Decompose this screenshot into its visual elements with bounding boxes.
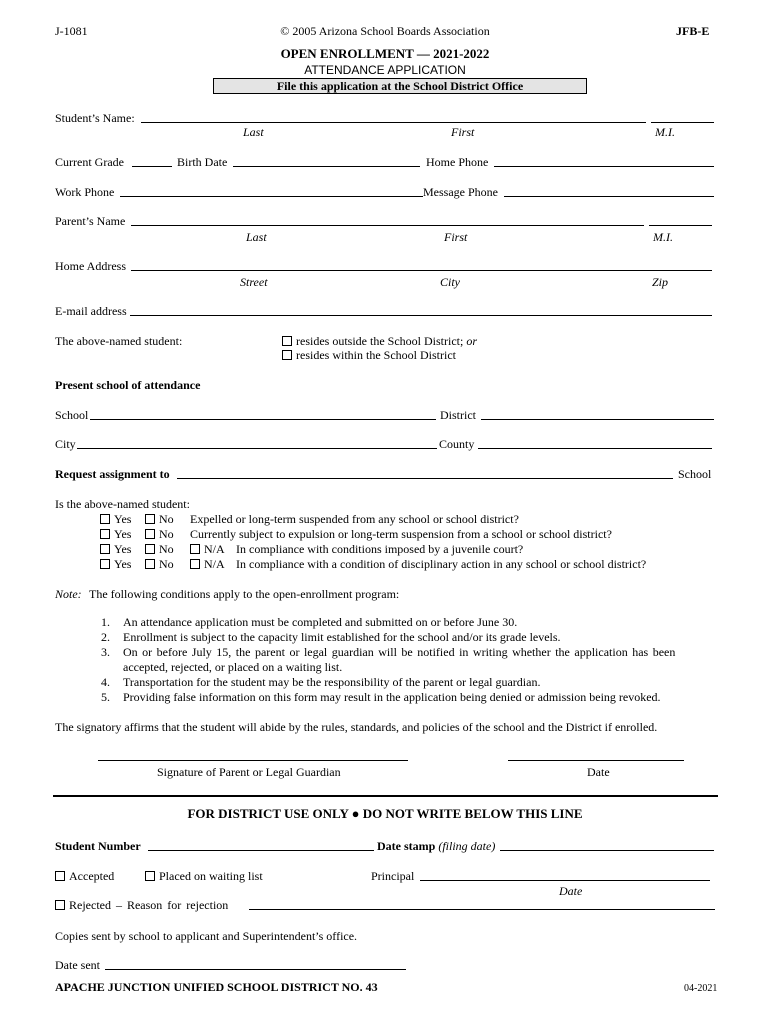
- q4-na-label: N/A: [204, 557, 225, 571]
- parent-last-caption: Last: [246, 230, 267, 244]
- q3-no-label: No: [159, 542, 174, 556]
- request-assignment-field[interactable]: [177, 478, 673, 479]
- present-city-label: City: [55, 437, 76, 451]
- note-item: Enrollment is subject to the capacity limit established for the school and/or its grade levels.: [123, 630, 561, 644]
- date-sent-field[interactable]: [105, 969, 406, 970]
- work-phone-field[interactable]: [120, 196, 423, 197]
- note-item-number: 2.: [101, 630, 110, 644]
- q3-na-checkbox[interactable]: [190, 544, 200, 554]
- note-item: An attendance application must be completed and submitted on or before June 30.: [123, 615, 518, 629]
- school-label: School: [55, 408, 89, 422]
- email-field[interactable]: [130, 315, 712, 316]
- message-phone-label: Message Phone: [423, 185, 498, 199]
- signature-date-field[interactable]: [508, 760, 684, 761]
- message-phone-field[interactable]: [504, 196, 714, 197]
- birth-date-field[interactable]: [233, 166, 420, 167]
- rejected-checkbox[interactable]: [55, 900, 65, 910]
- student-name-field[interactable]: [141, 122, 646, 123]
- q1-no-option[interactable]: [145, 512, 174, 526]
- note-item: Providing false information on this form may result in the application being denied or admission being revoked.: [123, 690, 661, 704]
- q1-no-label: No: [159, 512, 174, 526]
- parent-name-field[interactable]: [131, 225, 644, 226]
- q2-no-label: No: [159, 527, 174, 541]
- accepted-label: Accepted: [69, 869, 115, 883]
- home-address-label: Home Address: [55, 259, 126, 273]
- page-title: OPEN ENROLLMENT — 2021-2022: [280, 46, 490, 61]
- q2-no-option[interactable]: [145, 527, 174, 541]
- signature-caption: Signature of Parent or Legal Guardian: [157, 765, 341, 779]
- parent-first-caption: First: [444, 230, 468, 244]
- q2-yes-option[interactable]: [100, 527, 131, 541]
- birth-date-label: Birth Date: [177, 155, 228, 169]
- note-item-continuation: accepted, rejected, or placed on a waiting list.: [123, 660, 343, 674]
- q4-yes-option[interactable]: [100, 557, 131, 571]
- q1-yes-label: Yes: [114, 512, 132, 526]
- questions-intro: Is the above-named student:: [55, 497, 190, 511]
- q3-yes-option[interactable]: [100, 542, 131, 556]
- or-text: or: [466, 334, 477, 348]
- rejection-reason-field[interactable]: [249, 909, 715, 910]
- city-caption: City: [440, 275, 460, 289]
- q2-text: Currently subject to expulsion or long-term suspension from a school or school district?: [190, 527, 612, 541]
- district-label: District: [440, 408, 476, 422]
- principal-field[interactable]: [420, 880, 710, 881]
- note-item-number: 4.: [101, 675, 110, 689]
- resides-outside-text: resides outside the School District;: [296, 334, 464, 348]
- rejected-option[interactable]: [55, 898, 228, 912]
- q1-text: Expelled or long-term suspended from any school or school district?: [190, 512, 519, 526]
- note-item: On or before July 15, the parent or legal guardian will be notified in writing whether the application has been: [123, 645, 676, 659]
- note-label: Note:: [55, 587, 82, 601]
- q4-na-option[interactable]: [190, 557, 225, 571]
- resides-within-checkbox[interactable]: [282, 350, 292, 360]
- q1-yes-checkbox[interactable]: [100, 514, 110, 524]
- district-name-footer: APACHE JUNCTION UNIFIED SCHOOL DISTRICT NO. 43: [55, 980, 378, 994]
- student-name-label: Student’s Name:: [55, 111, 135, 125]
- note-text: The following conditions apply to the open-enrollment program:: [89, 587, 400, 601]
- filing-date-text: (filing date): [438, 839, 496, 853]
- note-item-number: 5.: [101, 690, 110, 704]
- form-code: J-1081: [55, 24, 88, 38]
- student-number-field[interactable]: [148, 850, 374, 851]
- date-stamp-field[interactable]: [500, 850, 714, 851]
- school-field[interactable]: [90, 419, 436, 420]
- principal-date-caption: Date: [559, 884, 583, 898]
- q3-yes-label: Yes: [114, 542, 132, 556]
- home-address-field[interactable]: [131, 270, 712, 271]
- affirmation-text: The signatory affirms that the student will abide by the rules, standards, and policies of the school and the District if enrolled.: [55, 720, 658, 734]
- date-stamp-label: [377, 839, 495, 853]
- request-school-suffix: School: [678, 467, 712, 481]
- home-phone-label: Home Phone: [426, 155, 489, 169]
- instruction-banner-text: File this application at the School District Office: [276, 79, 524, 93]
- home-phone-field[interactable]: [494, 166, 714, 167]
- q2-yes-checkbox[interactable]: [100, 529, 110, 539]
- student-mi-caption: M.I.: [655, 125, 675, 139]
- q4-no-checkbox[interactable]: [145, 559, 155, 569]
- waiting-list-label: Placed on waiting list: [159, 869, 263, 883]
- student-mi-field[interactable]: [651, 122, 714, 123]
- q4-no-label: No: [159, 557, 174, 571]
- note-item-number: 3.: [101, 645, 110, 659]
- q3-yes-checkbox[interactable]: [100, 544, 110, 554]
- waiting-list-option[interactable]: [145, 869, 263, 883]
- accepted-checkbox[interactable]: [55, 871, 65, 881]
- district-use-heading: FOR DISTRICT USE ONLY ● DO NOT WRITE BELOW THIS LINE: [187, 806, 583, 821]
- resides-outside-checkbox[interactable]: [282, 336, 292, 346]
- q3-na-label: N/A: [204, 542, 225, 556]
- request-assignment-label: Request assignment to: [55, 467, 170, 481]
- county-label: County: [439, 437, 475, 451]
- grade-field[interactable]: [132, 166, 172, 167]
- resides-within-text: resides within the School District: [296, 348, 456, 362]
- waiting-list-checkbox[interactable]: [145, 871, 155, 881]
- q4-text: In compliance with a condition of disciplinary action in any school or school district?: [236, 557, 647, 571]
- accepted-option[interactable]: [55, 869, 114, 883]
- q2-yes-label: Yes: [114, 527, 132, 541]
- copies-note: Copies sent by school to applicant and Superintendent’s office.: [55, 929, 358, 943]
- q3-text: In compliance with conditions imposed by a juvenile court?: [236, 542, 524, 556]
- residence-label: The above-named student:: [55, 334, 183, 348]
- q4-yes-label: Yes: [114, 557, 132, 571]
- signature-date-caption: Date: [587, 765, 610, 779]
- q3-no-option[interactable]: [145, 542, 174, 556]
- revision-date: 04-2021: [684, 983, 718, 994]
- parent-name-label: Parent’s Name: [55, 214, 126, 228]
- resides-outside-option[interactable]: [282, 334, 477, 348]
- q4-no-option[interactable]: [145, 557, 174, 571]
- email-label: E-mail address: [55, 304, 127, 318]
- q1-no-checkbox[interactable]: [145, 514, 155, 524]
- work-phone-label: Work Phone: [55, 185, 115, 199]
- date-stamp-text: Date stamp: [377, 839, 436, 853]
- policy-code: JFB-E: [676, 24, 710, 38]
- q3-no-checkbox[interactable]: [145, 544, 155, 554]
- street-caption: Street: [240, 275, 268, 289]
- note-item: Transportation for the student may be the responsibility of the parent or legal guardian.: [123, 675, 541, 689]
- present-city-field[interactable]: [77, 448, 437, 449]
- q1-yes-option[interactable]: [100, 512, 131, 526]
- zip-caption: Zip: [652, 275, 669, 289]
- parent-mi-caption: M.I.: [653, 230, 673, 244]
- rejected-label: Rejected – Reason for rejection: [69, 898, 229, 912]
- student-number-label: Student Number: [55, 839, 141, 853]
- q3-na-option[interactable]: [190, 542, 225, 556]
- grade-label: Current Grade: [55, 155, 124, 169]
- page-subtitle: ATTENDANCE APPLICATION: [304, 63, 466, 77]
- q2-no-checkbox[interactable]: [145, 529, 155, 539]
- note-item-number: 1.: [101, 615, 110, 629]
- q4-na-checkbox[interactable]: [190, 559, 200, 569]
- resides-within-option[interactable]: [282, 348, 456, 362]
- student-first-caption: First: [451, 125, 475, 139]
- county-field[interactable]: [478, 448, 712, 449]
- date-sent-label: Date sent: [55, 958, 100, 972]
- instruction-banner: [213, 78, 587, 94]
- present-school-heading: Present school of attendance: [55, 378, 201, 392]
- q4-yes-checkbox[interactable]: [100, 559, 110, 569]
- divider-line: [53, 795, 718, 797]
- signature-field[interactable]: [98, 760, 408, 761]
- principal-label: Principal: [371, 869, 415, 883]
- district-field[interactable]: [481, 419, 714, 420]
- copyright-notice: © 2005 Arizona School Boards Association: [280, 24, 490, 38]
- student-last-caption: Last: [243, 125, 264, 139]
- parent-mi-field[interactable]: [649, 225, 712, 226]
